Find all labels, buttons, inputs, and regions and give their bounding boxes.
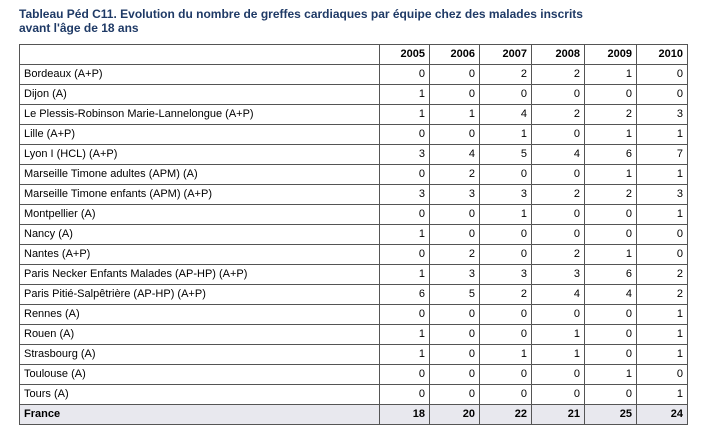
value-cell: 3 (380, 185, 430, 205)
value-cell: 4 (532, 285, 585, 305)
year-header: 2008 (532, 45, 585, 65)
value-cell: 0 (532, 205, 585, 225)
value-cell: 3 (380, 145, 430, 165)
year-header: 2010 (637, 45, 688, 65)
table-row (20, 365, 688, 385)
table-row (20, 205, 688, 225)
value-cell: 0 (430, 365, 480, 385)
team-name-cell: Marseille Timone enfants (APM) (A+P) (20, 185, 380, 205)
value-cell: 4 (585, 285, 637, 305)
table-row (20, 265, 688, 285)
value-cell: 1 (430, 105, 480, 125)
total-value-cell: 21 (532, 405, 585, 425)
total-value-cell: 18 (380, 405, 430, 425)
year-header: 2006 (430, 45, 480, 65)
value-cell: 6 (585, 265, 637, 285)
value-cell: 0 (480, 225, 532, 245)
value-cell: 0 (480, 365, 532, 385)
value-cell: 0 (430, 125, 480, 145)
table-row (20, 185, 688, 205)
team-name-cell: Paris Pitié-Salpêtrière (AP-HP) (A+P) (20, 285, 380, 305)
value-cell: 1 (637, 385, 688, 405)
header-blank-cell (20, 45, 380, 65)
total-label-cell: France (20, 405, 380, 425)
team-name-cell: Tours (A) (20, 385, 380, 405)
total-value-cell: 20 (430, 405, 480, 425)
value-cell: 0 (637, 65, 688, 85)
value-cell: 2 (430, 245, 480, 265)
value-cell: 0 (430, 385, 480, 405)
total-row (20, 405, 688, 425)
value-cell: 0 (480, 385, 532, 405)
value-cell: 1 (380, 345, 430, 365)
value-cell: 0 (532, 305, 585, 325)
value-cell: 2 (532, 185, 585, 205)
team-name-cell: Montpellier (A) (20, 205, 380, 225)
value-cell: 0 (430, 85, 480, 105)
value-cell: 0 (532, 85, 585, 105)
value-cell: 1 (637, 305, 688, 325)
value-cell: 0 (380, 65, 430, 85)
team-name-cell: Nancy (A) (20, 225, 380, 245)
year-header: 2005 (380, 45, 430, 65)
value-cell: 1 (637, 125, 688, 145)
team-name-cell: Rouen (A) (20, 325, 380, 345)
table-row (20, 245, 688, 265)
team-name-cell: Rennes (A) (20, 305, 380, 325)
team-name-cell: Lille (A+P) (20, 125, 380, 145)
table-row (20, 65, 688, 85)
value-cell: 0 (430, 345, 480, 365)
value-cell: 0 (380, 245, 430, 265)
team-name-cell: Bordeaux (A+P) (20, 65, 380, 85)
value-cell: 1 (480, 345, 532, 365)
value-cell: 3 (480, 185, 532, 205)
team-name-cell: Nantes (A+P) (20, 245, 380, 265)
value-cell: 1 (532, 345, 585, 365)
value-cell: 1 (380, 105, 430, 125)
table-row (20, 145, 688, 165)
team-name-cell: Paris Necker Enfants Malades (AP-HP) (A+P) (20, 265, 380, 285)
year-header: 2009 (585, 45, 637, 65)
value-cell: 0 (532, 125, 585, 145)
value-cell: 3 (637, 105, 688, 125)
value-cell: 0 (585, 205, 637, 225)
value-cell: 1 (637, 325, 688, 345)
value-cell: 0 (430, 225, 480, 245)
value-cell: 1 (585, 365, 637, 385)
value-cell: 6 (585, 145, 637, 165)
table-title-line-1: Tableau Péd C11. Evolution du nombre de greffes cardiaques par équipe chez des malades inscrits (19, 7, 583, 21)
value-cell: 0 (480, 85, 532, 105)
value-cell: 1 (380, 265, 430, 285)
table-row (20, 165, 688, 185)
table-row (20, 105, 688, 125)
value-cell: 0 (380, 125, 430, 145)
header-row (20, 45, 688, 65)
value-cell: 1 (480, 125, 532, 145)
table-row (20, 85, 688, 105)
value-cell: 2 (637, 265, 688, 285)
table-row (20, 305, 688, 325)
value-cell: 4 (480, 105, 532, 125)
value-cell: 2 (532, 105, 585, 125)
table-title (19, 7, 619, 35)
value-cell: 4 (532, 145, 585, 165)
value-cell: 1 (637, 165, 688, 185)
value-cell: 1 (637, 205, 688, 225)
total-value-cell: 22 (480, 405, 532, 425)
value-cell: 1 (637, 345, 688, 365)
team-name-cell: Lyon I (HCL) (A+P) (20, 145, 380, 165)
value-cell: 5 (480, 145, 532, 165)
value-cell: 1 (480, 205, 532, 225)
year-header: 2007 (480, 45, 532, 65)
value-cell: 0 (532, 225, 585, 245)
value-cell: 0 (430, 325, 480, 345)
value-cell: 3 (430, 265, 480, 285)
value-cell: 0 (637, 365, 688, 385)
value-cell: 1 (585, 165, 637, 185)
total-value-cell: 25 (585, 405, 637, 425)
value-cell: 0 (532, 365, 585, 385)
value-cell: 7 (637, 145, 688, 165)
value-cell: 0 (480, 325, 532, 345)
value-cell: 0 (480, 305, 532, 325)
value-cell: 0 (430, 205, 480, 225)
value-cell: 0 (380, 305, 430, 325)
value-cell: 1 (585, 125, 637, 145)
value-cell: 0 (380, 365, 430, 385)
value-cell: 0 (532, 165, 585, 185)
value-cell: 1 (585, 245, 637, 265)
value-cell: 0 (637, 85, 688, 105)
value-cell: 1 (585, 65, 637, 85)
value-cell: 2 (532, 65, 585, 85)
value-cell: 2 (430, 165, 480, 185)
value-cell: 0 (380, 385, 430, 405)
value-cell: 2 (585, 105, 637, 125)
table-row (20, 325, 688, 345)
value-cell: 2 (480, 65, 532, 85)
value-cell: 0 (380, 165, 430, 185)
value-cell: 0 (585, 305, 637, 325)
table-title-line-2: avant l'âge de 18 ans (19, 21, 139, 35)
value-cell: 0 (480, 165, 532, 185)
table-row (20, 285, 688, 305)
value-cell: 5 (430, 285, 480, 305)
value-cell: 2 (532, 245, 585, 265)
value-cell: 0 (532, 385, 585, 405)
value-cell: 0 (585, 325, 637, 345)
value-cell: 3 (532, 265, 585, 285)
value-cell: 0 (637, 245, 688, 265)
table-body (20, 65, 688, 425)
value-cell: 0 (380, 205, 430, 225)
value-cell: 0 (637, 225, 688, 245)
value-cell: 6 (380, 285, 430, 305)
team-name-cell: Strasbourg (A) (20, 345, 380, 365)
table-row (20, 225, 688, 245)
value-cell: 0 (480, 245, 532, 265)
team-name-cell: Toulouse (A) (20, 365, 380, 385)
value-cell: 0 (430, 65, 480, 85)
value-cell: 2 (585, 185, 637, 205)
value-cell: 0 (430, 305, 480, 325)
value-cell: 2 (480, 285, 532, 305)
team-name-cell: Dijon (A) (20, 85, 380, 105)
value-cell: 3 (480, 265, 532, 285)
value-cell: 0 (585, 85, 637, 105)
team-name-cell: Le Plessis-Robinson Marie-Lannelongue (A+P) (20, 105, 380, 125)
team-name-cell: Marseille Timone adultes (APM) (A) (20, 165, 380, 185)
graft-table (19, 44, 688, 425)
value-cell: 1 (380, 325, 430, 345)
table-row (20, 385, 688, 405)
value-cell: 4 (430, 145, 480, 165)
value-cell: 0 (585, 345, 637, 365)
value-cell: 0 (585, 225, 637, 245)
value-cell: 3 (637, 185, 688, 205)
total-value-cell: 24 (637, 405, 688, 425)
value-cell: 1 (380, 85, 430, 105)
value-cell: 3 (430, 185, 480, 205)
value-cell: 1 (532, 325, 585, 345)
table-row (20, 125, 688, 145)
value-cell: 1 (380, 225, 430, 245)
value-cell: 2 (637, 285, 688, 305)
value-cell: 0 (585, 385, 637, 405)
table-row (20, 345, 688, 365)
